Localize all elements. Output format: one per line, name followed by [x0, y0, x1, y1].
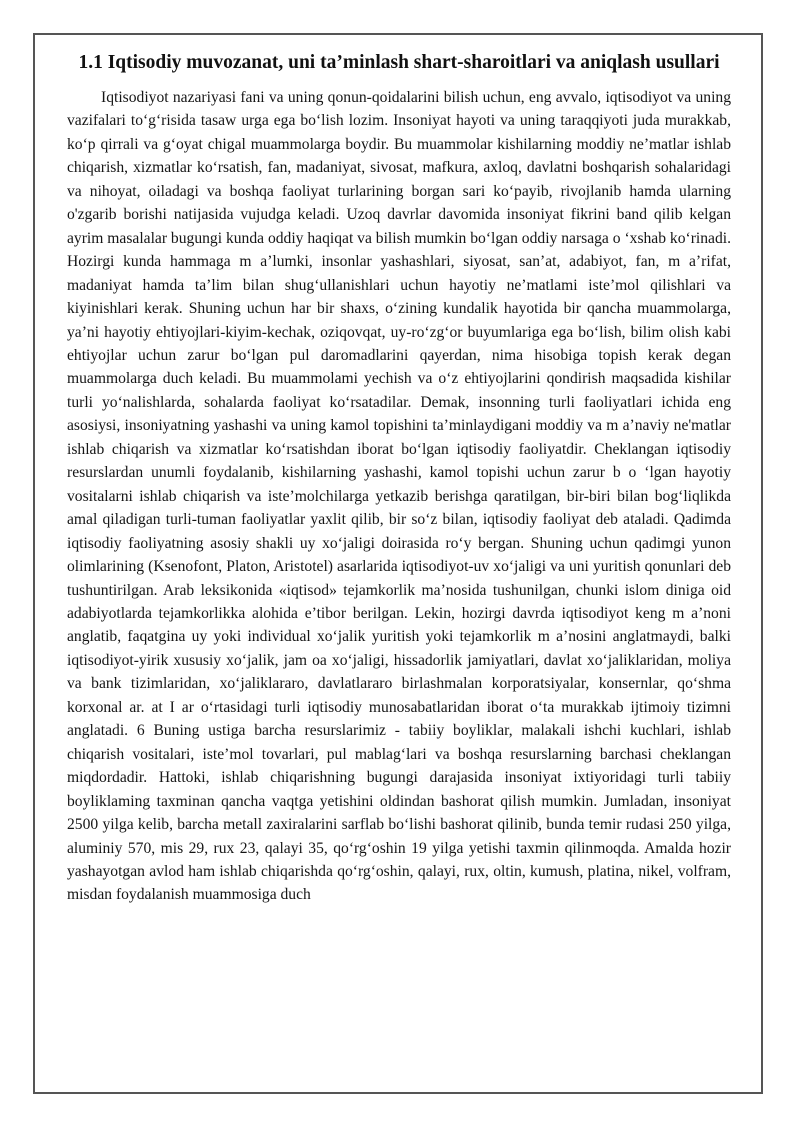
body-paragraph: Iqtisodiyot nazariyasi fani va uning qonun-qoidalarini bilish uchun, eng avvalo, iqtisodiyot va uning vazifalari to‘g‘risida tasaw urga ega bo‘lish lozim. Insoniyat hayoti va uning taraqqiyoti juda murakkab, ko‘p qirrali va g‘oyat chigal muammolarga boydir. Bu muammolar kishilarning moddiy ne’matlar ishlab chiqarish, xizmatlar ko‘rsatish, fan, madaniyat, sivosat, mafkura, axloq, davlatni boshqarish sohalaridagi va nihoyat, oiladagi va boshqa faoliyat turlarining borgan sari ko‘payib, rivojlanib hamda ularning o'zgarib borishi natijasida vujudga keladi. Uzoq davrlar davomida insoniyat fikrini band qilib kelgan ayrim masalalar bugungi kunda oddiy haqiqat va bilish mumkin bo‘lgan oddiy narsaga o ‘xshab ko‘rinadi. Hozirgi kunda hammaga m a’lumki, insonlar yashashlari, siyosat, san’at, adabiyot, fan, m a’rifat, madaniyat hamda ta’lim bilan shug‘ullanishlari uchun hayotiy ne’matlami iste’mol qilishlari va kiyinishlari kerak. Shuning uchun har bir shaxs, o‘zining kundalik hayotida bir qancha muammolarga, ya’ni hayotiy ehtiyojlari-kiyim-kechak, oziqovqat, uy-ro‘zg‘or buyumlariga ega bo‘lish, bilim olish kabi ehtiyojlar uchun zarur bo‘lgan pul daromadlarini qayerdan, nima hisobiga topish kerak degan muammolarga duch keladi. Bu muammolami yechish va o‘z ehtiyojlarini qondirish maqsadida kishilar turli yo‘nalishlarda, sohalarda faoliyat ko‘rsatadilar. Demak, insonning turli faoliyatlari ichida eng asosiysi, insoniyatning yashashi va uning kamol topishini ta’minlaydigani moddiy va m a’naviy ne'matlar ishlab chiqarish va xizmatlar ko‘rsatishdan iborat bo‘lgan iqtisodiy faoliyatdir. Cheklangan iqtisodiy resurslardan unumli foydalanib, kishilarning yashashi, kamol topishi uchun zarur b o ‘lgan hayotiy vositalarni ishlab chiqarish va iste’molchilarga yetkazib berishga qaratilgan, bir-biri bilan bog‘liqlikda amal qiladigan turli-tuman faoliyatlar yaxlit qilib, bir so‘z bilan, iqtisodiy faoliyat deb ataladi. Qadimda iqtisodiy faoliyatning asosiy shakli uy xo‘jaligi doirasida ro‘y bergan. Shuning uchun qadimgi yunon olimlarining (Ksenofont, Platon, Aristotel) asarlarida iqtisodiyot-uv xo‘jaligi va uni yuritish qonunlari deb tushuntirilgan. Arab leksikonida «iqtisod» tejamkorlik ma’nosida tushunilgan, chunki islom diniga oid adabiyotlarda tejamkorlikka alohida e’tibor berilgan. Lekin, hozirgi davrda iqtisodiyot keng m a’noni anglatib, faqatgina uy yoki individual xo‘jalik yuritish yoki tejamkorlik m a’nosini anglatmaydi, balki iqtisodiyot-yirik xususiy xo‘jalik, jam oa xo‘jaligi, hissadorlik jamiyatlari, davlat xo‘jaliklaridan, moliya va bank tizimlaridan, xo‘jaliklararo, davlatlararo birlashmalan korporatsiyalar, konsernlar, qo‘shma korxonal ar. at I ar o‘rtasidagi turli iqtisodiy munosabatlaridan iborat o‘ta murakkab ijtimoiy tizimni anglatadi. 6 Buning ustiga barcha resurslarimiz - tabiiy boyliklar, malakali ishchi kuchlari, ishlab chiqarish vositalari, iste’mol tovarlari, pul mablag‘lari va boshqa resurslarning barchasi cheklangan miqdordadir. Hattoki, ishlab chiqarishning bugungi darajasida insoniyat ixtiyoridagi turli tabiiy boyliklaming taxminan qancha vaqtga yetishini oldindan bashorat qilish mumkin. Jumladan, insoniyat 2500 yilga kelib, barcha metall zaxiralarini sarflab bo‘lishi bashorat qilinib, bunda temir rudasi 250 yilga, aluminiy 570, mis 29, rux 23, qalayi 35, qo‘rg‘oshin 19 yilga yetishi taxmin qilinmoqda. Amalda hozir yashayotgan avlod ham ishlab chiqarishda qo‘rg‘oshin, qalayi, rux, oltin, kumush, platina, nikel, volfram, misdan foydalanish muammosiga duch — [67, 89, 731, 904]
page-content — [67, 49, 731, 907]
page-border — [33, 33, 763, 1094]
section-title: 1.1 Iqtisodiy muvozanat, uni ta’minlash shart-sharoitlari va aniqlash usullari — [78, 52, 720, 73]
